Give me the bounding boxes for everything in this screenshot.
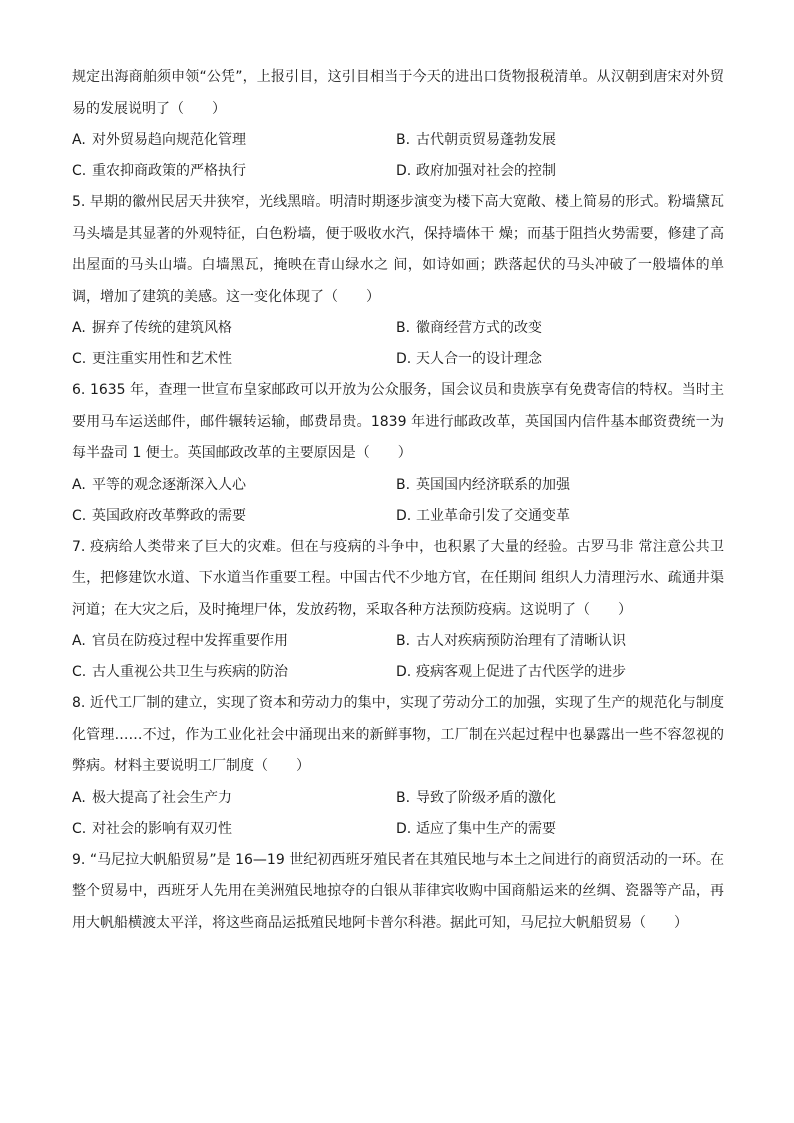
option-b[interactable]: B. 古人对疾病预防治理有了清晰认识 bbox=[396, 633, 626, 649]
options-grid bbox=[72, 470, 724, 532]
option-d[interactable]: D. 适应了集中生产的需要 bbox=[396, 820, 556, 837]
option-a[interactable]: A. 平等的观念逐渐深入人心 bbox=[72, 476, 246, 493]
option-d[interactable]: D. 政府加强对社会的控制 bbox=[396, 163, 556, 179]
options-grid bbox=[72, 313, 724, 375]
question-stem: 6. 1635 年，查理一世宣布皇家邮政可以开放为公众服务，国会议员和贵族享有免费寄信的特权。当时主要用马车运送邮件，邮件辗转运输，邮费昂贵。1839 年进行邮政改革，英国国内信件基本邮资费统一为每半盎司 1 便士。英国邮政改革的主要原因是（ ） bbox=[72, 382, 724, 461]
option-b[interactable]: B. 徽商经营方式的改变 bbox=[396, 320, 542, 336]
question-8 bbox=[72, 688, 724, 845]
option-a[interactable]: A. 对外贸易趋向规范化管理 bbox=[72, 132, 246, 148]
option-b[interactable]: B. 导致了阶级矛盾的激化 bbox=[396, 789, 556, 806]
option-b[interactable]: B. 古代朝贡贸易蓬勃发展 bbox=[396, 132, 556, 148]
option-c[interactable]: C. 更注重实用性和艺术性 bbox=[72, 351, 232, 367]
option-a[interactable]: A. 极大提高了社会生产力 bbox=[72, 789, 232, 806]
option-c[interactable]: C. 英国政府改革弊政的需要 bbox=[72, 507, 246, 524]
options-grid bbox=[72, 125, 724, 187]
question-stem: 9. “马尼拉大帆船贸易”是 16—19 世纪初西班牙殖民者在其殖民地与本土之间进行的商贸活动的一环。在整个贸易中，西班牙人先用在美洲殖民地掠夺的白银从菲律宾收购中国商船运来的丝绸、瓷器等产品，再用大帆船横渡太平洋，将这些商品运抵殖民地阿卡普尔科港。据此可知，马尼拉大帆船贸易（ ） bbox=[72, 851, 724, 931]
question-stem: 5. 早期的徽州民居天井狭窄，光线黑暗。明清时期逐步演变为楼下高大宽敞、楼上简易的形式。粉墙黛瓦马头墙是其显著的外观特征，白色粉墙，便于吸收水汽，保持墙体干 燥；而基于阻挡火势需要，修建了高出屋面的马头山墙。白墙黑瓦，掩映在青山绿水之 间，如诗如画；跌落起伏的马头冲破了一般墙体的单调，增加了建筑的美感。这一变化体现了（ ） bbox=[72, 194, 724, 305]
question-7 bbox=[72, 532, 724, 689]
question-6 bbox=[72, 375, 724, 532]
options-grid bbox=[72, 783, 724, 845]
option-c[interactable]: C. 对社会的影响有双刃性 bbox=[72, 820, 232, 837]
option-d[interactable]: D. 天人合一的设计理念 bbox=[396, 351, 542, 367]
question-5 bbox=[72, 187, 724, 375]
question-stem: 8. 近代工厂制的建立，实现了资本和劳动力的集中，实现了劳动分工的加强，实现了生产的规范化与制度化管理……不过，作为工业化社会中涌现出来的新鲜事物，工厂制在兴起过程中也暴露出一些不容忽视的弊病。材料主要说明工厂制度（ ） bbox=[72, 695, 724, 774]
option-b[interactable]: B. 英国国内经济联系的加强 bbox=[396, 476, 570, 493]
options-grid bbox=[72, 626, 724, 688]
option-c[interactable]: C. 古人重视公共卫生与疾病的防治 bbox=[72, 664, 288, 680]
option-a[interactable]: A. 摒弃了传统的建筑风格 bbox=[72, 320, 232, 336]
document-page bbox=[72, 62, 724, 939]
question-stem: 规定出海商舶须申领“公凭”，上报引目，这引目相当于今天的进出口货物报税清单。从汉朝到唐宋对外贸易的发展说明了（ ） bbox=[72, 69, 724, 117]
question-4-continued bbox=[72, 62, 724, 187]
option-d[interactable]: D. 疫病客观上促进了古代医学的进步 bbox=[396, 664, 626, 680]
question-stem: 7. 疫病给人类带来了巨大的灾难。但在与疫病的斗争中，也积累了大量的经验。古罗马非 常注意公共卫生，把修建饮水道、下水道当作重要工程。中国古代不少地方官，在任期间 组织人力清理污水、疏通井渠河道；在大灾之后，及时掩埋尸体，发放药物，采取各种方法预防疫病。这说明了（ ） bbox=[72, 538, 724, 618]
option-d[interactable]: D. 工业革命引发了交通变革 bbox=[396, 507, 570, 524]
option-a[interactable]: A. 官员在防疫过程中发挥重要作用 bbox=[72, 633, 288, 649]
question-9 bbox=[72, 845, 724, 940]
option-c[interactable]: C. 重农抑商政策的严格执行 bbox=[72, 163, 246, 179]
